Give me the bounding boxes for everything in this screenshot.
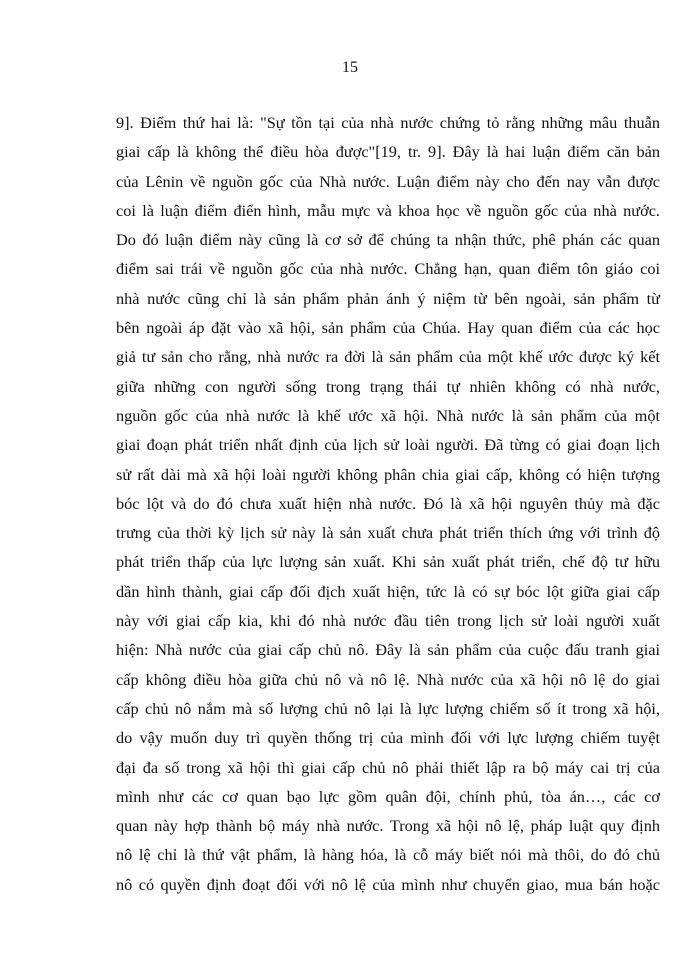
- page-number: 15: [342, 59, 358, 76]
- text-line: 9]. Điểm thứ hai là: "Sự tồn tại của nhà nước chứng tỏ rằng những mâu thuẫn: [116, 113, 660, 132]
- text-line: phát triển thấp của lực lượng sản xuất. Khi sản xuất phát triển, chế độ tư hữu: [116, 552, 660, 572]
- text-line: dần hình thành, giai cấp đối địch xuất hiện, tức là có sự bóc lột giữa giai cấp: [116, 581, 660, 601]
- text-line: Do đó luận điểm này cũng là cơ sở để chúng ta nhận thức, phê phán các quan: [116, 230, 660, 250]
- text-line: nô lệ chỉ là thứ vật phẩm, là hàng hóa, là cỗ máy biết nói mà thôi, do đó chủ: [116, 845, 660, 865]
- text-line: hiện: Nhà nước của giai cấp chủ nô. Đây là sản phẩm của cuộc đấu tranh giai: [116, 640, 660, 660]
- text-line: quan này hợp thành bộ máy nhà nước. Trong xã hội nô lệ, pháp luật quy định: [116, 816, 660, 836]
- text-line: trưng của thời kỳ lịch sử này là sản xuất chưa phát triển thích ứng với trình độ: [116, 523, 660, 543]
- body-paragraph: [116, 108, 660, 899]
- text-line: giả tư sản cho rằng, nhà nước ra đời là sản phẩm của một khế ước được ký kết: [116, 347, 660, 367]
- text-line: sử rất dài mà xã hội loài người không phân chia giai cấp, không có hiện tượng: [116, 464, 660, 484]
- text-line: cấp chủ nô nắm mà số lượng chủ nô lại là lực lượng chiếm số ít trong xã hội,: [116, 698, 660, 718]
- text-line: bóc lột và do đó chưa xuất hiện nhà nước. Đó là xã hội nguyên thủy mà đặc: [116, 493, 660, 513]
- text-line: nô có quyền định đoạt đối với nô lệ của mình như chuyển giao, mua bán hoặc: [116, 874, 660, 894]
- text-line: do vậy muốn duy trì quyền thống trị của mình đối với lực lượng chiếm tuyệt: [116, 728, 660, 748]
- text-line: giữa những con người sống trong trạng thái tự nhiên không có nhà nước,: [116, 376, 660, 396]
- text-line: bên ngoài áp đặt vào xã hội, sản phẩm của Chúa. Hay quan điểm của các học: [116, 318, 660, 338]
- text-line: nguồn gốc của nhà nước là khế ước xã hội. Nhà nước là sản phẩm của một: [116, 405, 660, 425]
- text-line: mình như các cơ quan bạo lực gồm quân đội, chính phủ, tòa án…, các cơ: [116, 786, 660, 806]
- text-line: giai đoạn phát triển nhất định của lịch sử loài người. Đã từng có giai đoạn lịch: [116, 435, 660, 455]
- text-line: điểm sai trái về nguồn gốc của nhà nước. Chẳng hạn, quan điểm tôn giáo coi: [116, 259, 660, 279]
- text-line: đại đa số trong xã hội thì giai cấp chủ nô phải thiết lập ra bộ máy cai trị của: [116, 757, 660, 777]
- text-line: này với giai cấp kia, khi đó nhà nước đầu tiên trong lịch sử loài người xuất: [116, 611, 660, 631]
- text-line: nhà nước cũng chỉ là sản phẩm phản ánh ý niệm từ bên ngoài, sản phẩm từ: [116, 288, 660, 308]
- text-line: giai cấp là không thể điều hòa được"[19, tr. 9]. Đây là hai luận điểm căn bản: [116, 142, 660, 162]
- text-line: cấp không điều hòa giữa chủ nô và nô lệ. Nhà nước của xã hội nô lệ do giai: [116, 669, 660, 689]
- text-line: của Lênin về nguồn gốc của Nhà nước. Luận điểm này cho đến nay vẫn được: [116, 171, 660, 191]
- text-line: coi là luận điểm điển hình, mẫu mực và khoa học về nguồn gốc của nhà nước.: [116, 200, 660, 220]
